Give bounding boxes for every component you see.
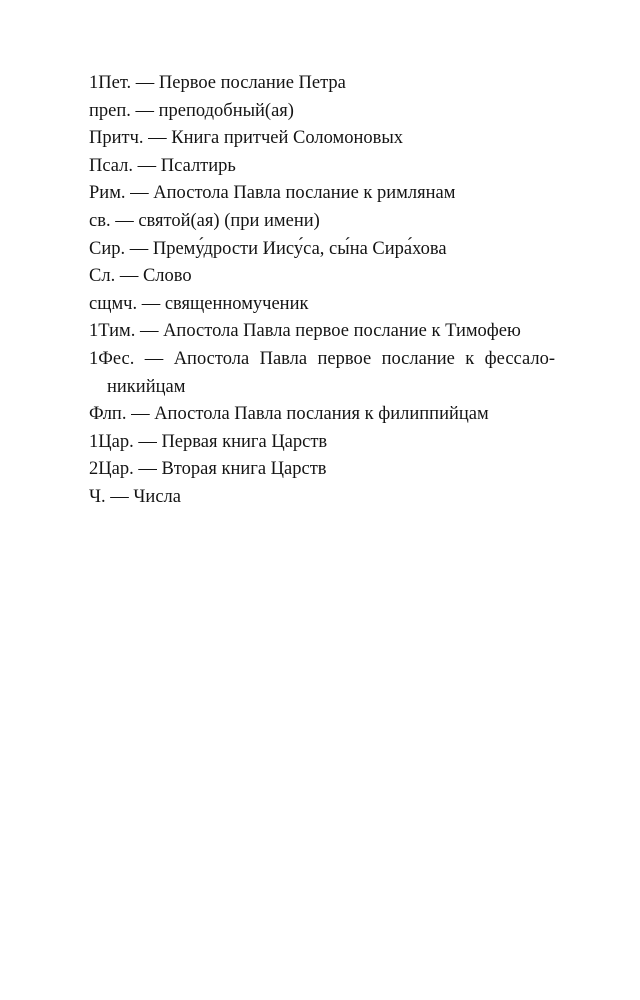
abbreviation-entry: 1Тим. — Апостола Павла первое послание к Тимофею	[89, 321, 521, 342]
abbreviation-entry: Притч. — Книга притчей Соломоновых	[89, 128, 404, 149]
abbreviation-entry: Сл. — Слово	[89, 266, 192, 287]
abbreviation-entry: 1Фес. — Апостола Павла первое послание к фессалоникийцам	[89, 348, 555, 397]
abbreviation-entry: Псал. — Псалтирь	[89, 155, 236, 176]
abbreviation-entry: 1Цар. — Первая книга Царств	[89, 431, 328, 452]
abbreviation-entry: сщмч. — священномученик	[89, 293, 309, 314]
abbreviation-entry: св. — святой(ая) (при имени)	[89, 210, 320, 231]
abbreviation-entry: Рим. — Апостола Павла послание к римлянам	[89, 183, 456, 204]
abbreviation-entry: Флп. — Апостола Павла послания к филиппийцам	[89, 404, 489, 425]
abbreviation-entry: Ч. — Числа	[89, 486, 181, 507]
abbreviation-entry: 1Пет. — Первое послание Петра	[89, 73, 346, 93]
abbreviation-entry: преп. — преподобный(ая)	[89, 100, 294, 121]
abbreviation-entry: 2Цар. — Вторая книга Царств	[89, 459, 327, 480]
abbreviation-list	[89, 70, 555, 512]
abbreviation-entry: Сир. — Прему́дрости Иису́са, сы́на Сира́хова	[89, 238, 447, 259]
